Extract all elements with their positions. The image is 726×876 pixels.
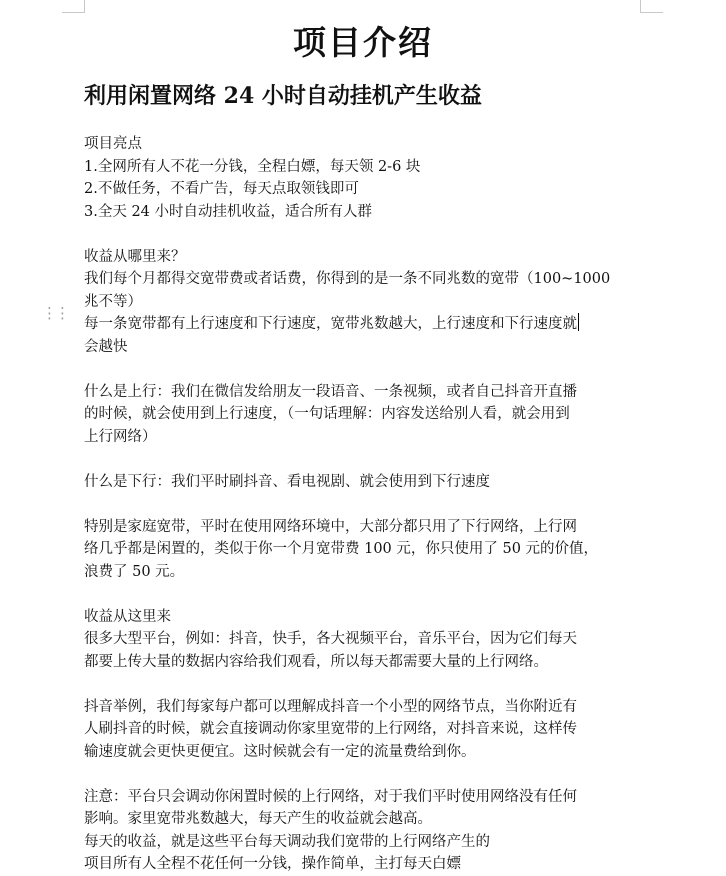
highlight-item: 1.全网所有人不花一分钱，全程白嫖，每天领 2-6 块 xyxy=(84,158,421,175)
paragraph-gap xyxy=(84,583,644,606)
document-body[interactable] xyxy=(84,133,644,876)
paragraph-gap xyxy=(84,358,644,381)
notice-line: 影响。家里宽带兆数越大，每天产生的收益就会越高。 xyxy=(84,811,432,827)
document-title: 项目介绍 xyxy=(293,23,433,62)
income-source-line: 会越快 xyxy=(84,338,128,355)
income-source-line: 我们每个月都得交宽带费或者话费，你得到的是一条不同兆数的宽带（100~1000 xyxy=(84,271,611,287)
document-subtitle: 利用闲置网络 24 小时自动挂机产生收益 xyxy=(84,83,482,109)
upload-line: 什么是上行：我们在微信发给朋友一段语音、一条视频，或者自己抖音开直播 xyxy=(84,383,577,400)
notice-line: 注意：平台只会调动你闲置时候的上行网络，对于我们平时使用网络没有任何 xyxy=(84,788,577,805)
notice-line: 每天的收益，就是这些平台每天调动我们宽带的上行网络产生的 xyxy=(84,833,490,850)
douyin-example-line: 抖音举例，我们每家每户都可以理解成抖音一个小型的网络节点，当你附近有 xyxy=(84,698,577,715)
douyin-example-line: 人刷抖音的时候，就会直接调动你家里宽带的上行网络，对抖音来说，这样传 xyxy=(84,721,577,737)
upload-line: 上行网络） xyxy=(84,428,157,445)
text-cursor xyxy=(578,313,579,331)
upload-line: 的时候，就会使用到上行速度，（一句话理解：内容发送给别人看，就会用到 xyxy=(84,406,570,422)
income-source-line-text: 每一条宽带都有上行速度和下行速度，宽带兆数越大，上行速度和下行速度就 xyxy=(84,316,577,332)
income-here-heading: 收益从这里来 xyxy=(84,608,171,625)
home-broadband-line: 特别是家庭宽带，平时在使用网络环境中，大部分都只用了下行网络，上行网 xyxy=(84,518,577,535)
paragraph-gap xyxy=(84,763,644,786)
highlights-heading: 项目亮点 xyxy=(84,136,142,152)
download-line: 什么是下行：我们平时刷抖音、看电视剧、就会使用到下行速度 xyxy=(84,473,490,490)
paragraph-gap xyxy=(84,673,644,696)
notice-line: 项目所有人全程不花任何一分钱，操作简单，主打每天白嫖 xyxy=(84,856,461,872)
page-corner-mark-right xyxy=(640,0,663,13)
home-broadband-line: 浪费了 50 元。 xyxy=(84,563,185,580)
income-here-line: 都要上传大量的数据内容给我们观看，所以每天都需要大量的上行网络。 xyxy=(84,653,548,670)
home-broadband-line: 络几乎都是闲置的，类似于你一个月宽带费 100 元，你只使用了 50 元的价值， xyxy=(84,541,599,557)
page-corner-mark-left xyxy=(62,0,85,13)
income-source-line: 兆不等） xyxy=(84,293,142,310)
highlight-item: 2.不做任务，不看广告，每天点取领钱即可 xyxy=(84,181,359,197)
douyin-example-line: 输速度就会更快更便宜。这时候就会有一定的流量费给到你。 xyxy=(84,743,476,760)
paragraph-gap xyxy=(84,223,644,246)
income-here-line: 很多大型平台，例如：抖音，快手，各大视频平台，音乐平台，因为它们每天 xyxy=(84,631,577,647)
highlight-item: 3.全天 24 小时自动挂机收益，适合所有人群 xyxy=(84,203,373,220)
paragraph-gap xyxy=(84,493,644,516)
paragraph-gap xyxy=(84,448,644,471)
income-source-heading: 收益从哪里来？ xyxy=(84,248,186,265)
paragraph-drag-handle-icon[interactable]: ⋮⋮ xyxy=(42,304,68,322)
income-source-line-with-cursor[interactable] xyxy=(84,313,644,336)
